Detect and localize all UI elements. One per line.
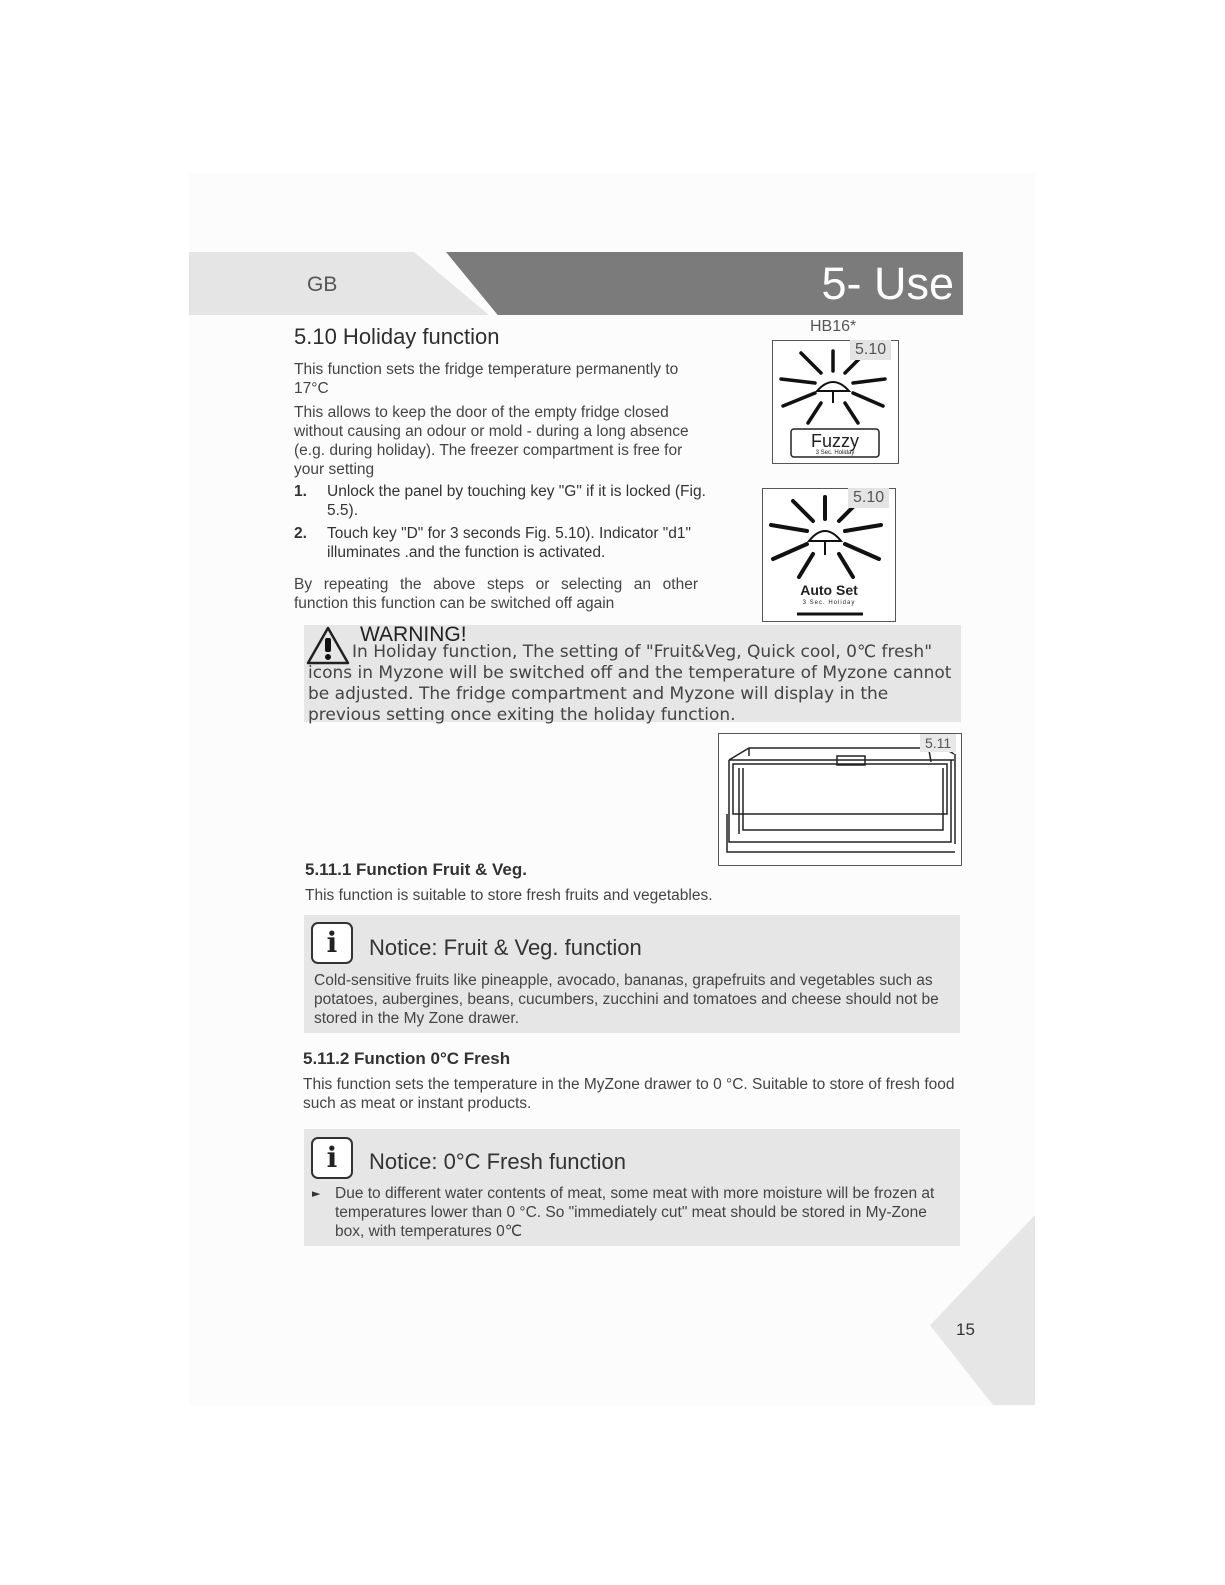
step-number: 1. <box>294 483 307 500</box>
section-title-holiday: 5.10 Holiday function <box>294 324 500 349</box>
step-text: Touch key "D" for 3 seconds Fig. 5.10). Indicator "d1" illuminates .and the function is activated. <box>327 525 692 561</box>
page-number: 15 <box>956 1320 975 1339</box>
notice-text: Cold-sensitive fruits like pineapple, avocado, bananas, grapefruits and vegetables such as potatoes, aubergines, beans, cucumbers, zucchini and tomatoes and cheese should not be stored in the My Zone drawer. <box>314 972 939 1027</box>
holiday-para-1: This function sets the fridge temperature permanently to 17°C <box>294 361 679 397</box>
info-icon: i <box>311 1137 353 1179</box>
language-code: GB <box>307 273 338 296</box>
step-item <box>294 482 709 520</box>
zero-fresh-description: This function sets the temperature in the MyZone drawer to 0 °C. Suitable to store of fresh food such as meat or instant products. <box>303 1076 955 1112</box>
autoset-sublabel: 3 Sec. Holiday <box>802 600 856 606</box>
holiday-para-2: This allows to keep the door of the empty fridge closed without causing an odour or mold - during a long absence (e.g. during holiday). The freezer compartment is free for your setting <box>294 404 689 478</box>
info-icon: i <box>311 922 353 964</box>
warning-title: WARNING! <box>360 623 467 646</box>
warning-text: In Holiday function, The setting of "Fruit&Veg, Quick cool, 0℃ fresh" icons in Myzone will be switched off and the temperature of Myzone cannot be adjusted. The fridge compartment and Myzone will display in the previous setting once exiting the holiday function. <box>308 642 952 725</box>
warning-box <box>304 623 961 725</box>
chapter-title: 5- Use <box>821 258 954 309</box>
autoset-label: Auto Set <box>800 582 858 598</box>
step-text: Unlock the panel by touching key "G" if it is locked (Fig. 5.5). <box>327 483 706 519</box>
model-label: HB16* <box>810 318 857 335</box>
fuzzy-label: Fuzzy <box>810 431 859 451</box>
section-title-fruit-veg: 5.11.1 Function Fruit & Veg. <box>305 860 527 879</box>
notice-box-zero-fresh <box>304 1129 960 1246</box>
notice-box-fruit-veg <box>304 915 960 1033</box>
holiday-steps <box>294 482 709 566</box>
figure-tag: 5.11 <box>920 734 956 752</box>
holiday-description <box>294 360 704 479</box>
figure-tag: 5.10 <box>848 488 889 508</box>
bullet-icon: ► <box>312 1187 321 1200</box>
fuzzy-sublabel: 3 Sec. Holiday <box>815 450 855 456</box>
figure-drawer <box>718 733 962 866</box>
myzone-drawer-illustration <box>719 734 961 865</box>
figure-autoset-panel <box>762 488 896 622</box>
fruit-veg-description: This function is suitable to store fresh fruits and vegetables. <box>305 887 713 904</box>
notice-title: Notice: 0°C Fresh function <box>369 1149 627 1174</box>
notice-text: Due to different water contents of meat, some meat with more moisture will be frozen at temperatures lower than 0 °C. So "immediately cut" meat should be stored in My-Zone box, with temperatures 0℃ <box>335 1185 935 1240</box>
figure-tag: 5.10 <box>850 340 891 360</box>
notice-title: Notice: Fruit & Veg. function <box>369 935 642 960</box>
step-number: 2. <box>294 525 307 542</box>
step-item <box>294 524 709 562</box>
section-title-zero-fresh: 5.11.2 Function 0°C Fresh <box>303 1049 511 1068</box>
holiday-para-3: By repeating the above steps or selecting an other function this function can be switched off again <box>294 576 698 612</box>
